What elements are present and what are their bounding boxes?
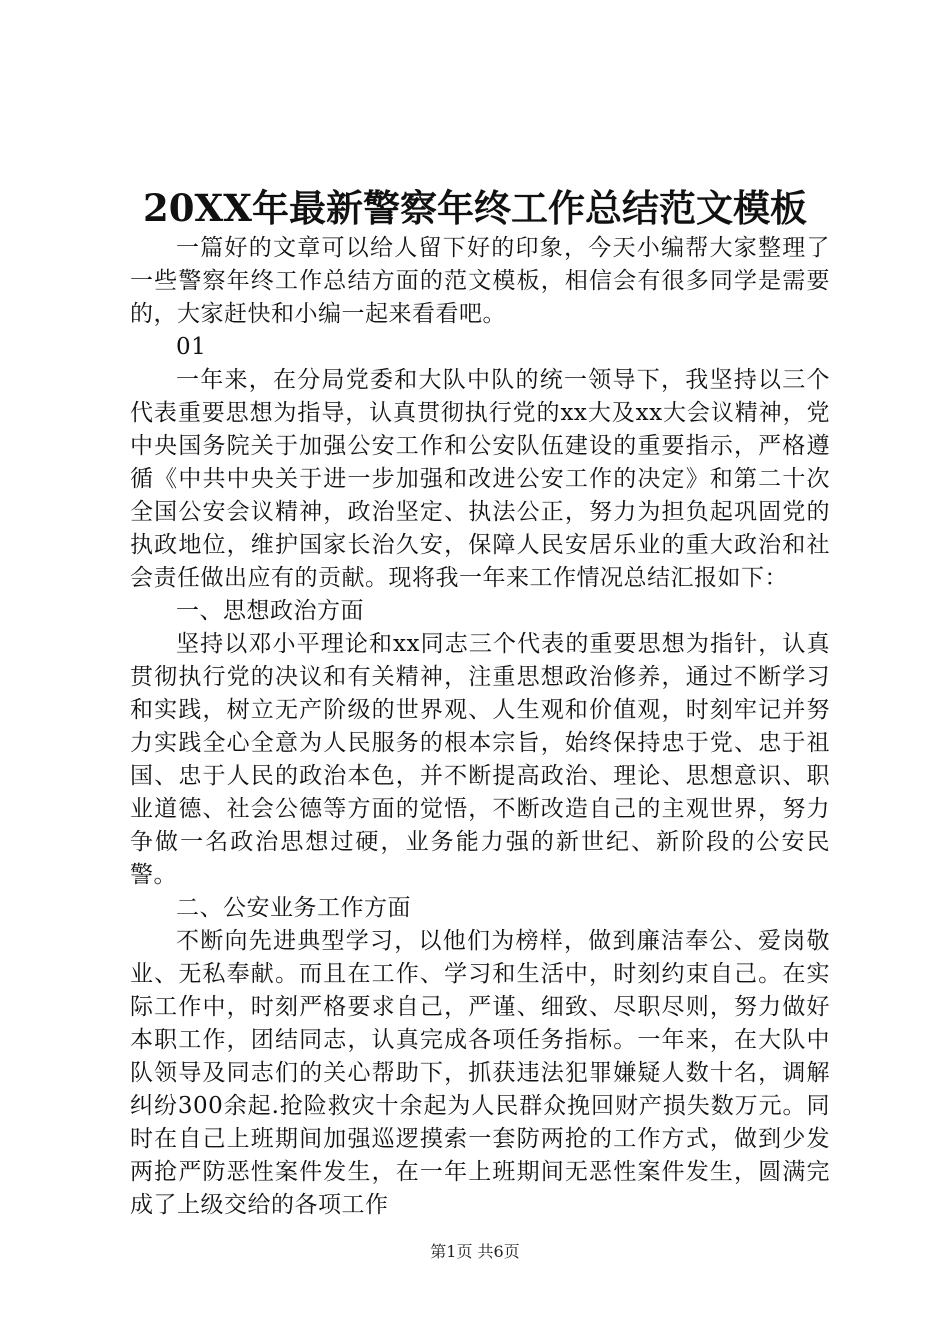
intro-paragraph: 一篇好的文章可以给人留下好的印象，今天小编帮大家整理了一些警察年终工作总结方面的范文模板，相信会有很多同学是需要的，大家赶快和小编一起来看看吧。 (130, 235, 830, 327)
section-heading-political: 一、思想政治方面 (176, 598, 364, 624)
page-footer: 第1页 共6页 (430, 1242, 520, 1261)
body-paragraph: 坚持以邓小平理论和xx同志三个代表的重要思想为指针，认真贯彻执行党的决议和有关精神，注重思想政治修养，通过不断学习和实践，树立无产阶级的世界观、人生观和价值观，时刻牢记并努力实践全心全意为人民服务的根本宗旨，始终保持忠于党、忠于祖国、忠于人民的政治本色，并不断提高政治、理论、思想意识、职业道德、社会公德等方面的觉悟，不断改造自己的主观世界，努力争做一名政治思想过硬，业务能力强的新世纪、新阶段的公安民警。 (130, 631, 830, 888)
section-number: 01 (176, 334, 207, 360)
body-paragraph: 一年来，在分局党委和大队中队的统一领导下，我坚持以三个代表重要思想为指导，认真贯彻执行党的xx大及xx大会议精神，党中央国务院关于加强公安工作和公安队伍建设的重要指示，严格遵循《中共中央关于进一步加强和改进公安工作的决定》和第二十次全国公安会议精神，政治坚定、执法公正，努力为担负起巩固党的执政地位，维护国家长治久安，保障人民安居乐业的重大政治和社会责任做出应有的贡献。现将我一年来工作情况总结汇报如下： (130, 367, 830, 591)
body-paragraph: 不断向先进典型学习，以他们为榜样，做到廉洁奉公、爱岗敬业、无私奉献。而且在工作、学习和生活中，时刻约束自己。在实际工作中，时刻严格要求自己，严谨、细致、尽职尽则，努力做好本职工作，团结同志，认真完成各项任务指标。一年来，在大队中队领导及同志们的关心帮助下，抓获违法犯罪嫌疑人数十名，调解纠纷300余起.抢险救灾十余起为人民群众挽回财产损失数万元。同时在自己上班期间加强巡逻摸索一套防两抢的工作方式，做到少发两抢严防恶性案件发生，在一年上班期间无恶性案件发生，圆满完成了上级交给的各项工作 (130, 928, 830, 1218)
document-title: 20XX年最新警察年终工作总结范文模板 (143, 186, 807, 230)
document-body (130, 232, 830, 1222)
section-heading-police-work: 二、公安业务工作方面 (176, 895, 411, 921)
